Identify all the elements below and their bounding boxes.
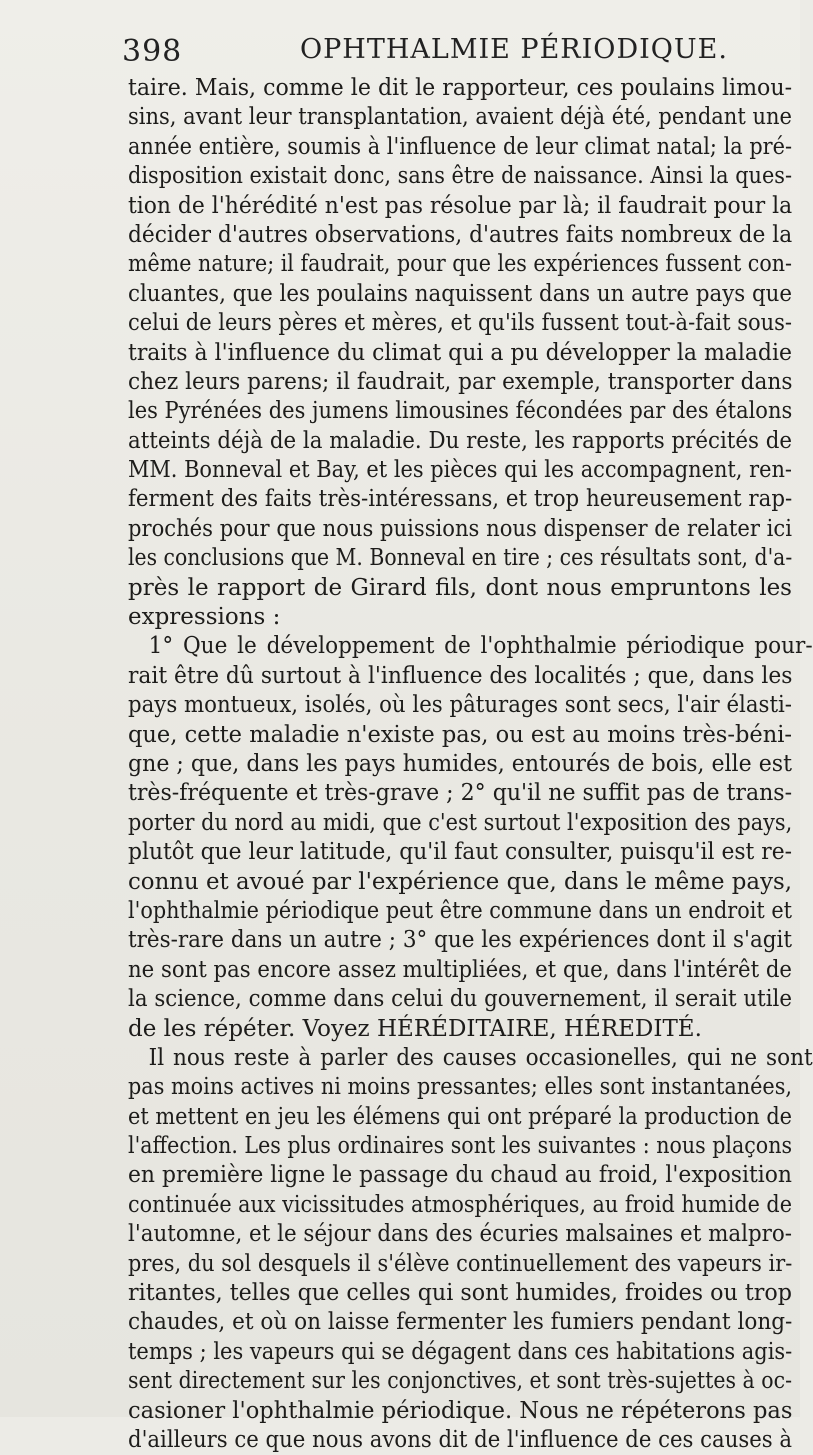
text-line: ritantes, telles que celles qui sont humides, froides ou trop xyxy=(128,1280,792,1307)
text-line: pres, du sol desquels il s'élève continuellement des vapeurs ir- xyxy=(128,1250,793,1277)
text-line: disposition existait donc, sans être de naissance. Ainsi la ques- xyxy=(128,163,793,190)
text-line: 1° Que le développement de l'ophthalmie périodique pour- xyxy=(148,633,813,660)
text-line: gne ; que, dans les pays humides, entourés de bois, elle est xyxy=(128,750,792,777)
text-line: prochés pour que nous puissions nous dispenser de relater ici xyxy=(128,515,792,542)
text-line: l'affection. Les plus ordinaires sont les suivantes : nous plaçons xyxy=(128,1133,793,1160)
text-line: et mettent en jeu les élémens qui ont préparé la production de xyxy=(128,1103,793,1130)
text-line: cluantes, que les poulains naquissent dans un autre pays que xyxy=(128,280,793,307)
text-line: sent directement sur les conjonctives, et sont très-sujettes à oc- xyxy=(128,1368,793,1395)
text-line: que, cette maladie n'existe pas, ou est au moins très-béni- xyxy=(128,721,793,748)
text-line: porter du nord au midi, que c'est surtout l'exposition des pays, xyxy=(128,809,793,836)
text-line: sins, avant leur transplantation, avaient déjà été, pendant une xyxy=(128,104,792,131)
text-line: traits à l'influence du climat qui a pu développer la maladie xyxy=(128,339,792,366)
text-line: continuée aux vicissitudes atmosphériques, au froid humide de xyxy=(128,1191,792,1218)
text-line: pays montueux, isolés, où les pâturages sont secs, l'air élasti- xyxy=(128,692,793,719)
text-line: d'ailleurs ce que nous avons dit de l'influence de ces causes à xyxy=(128,1426,793,1453)
text-line: MM. Bonneval et Bay, et les pièces qui les accompagnent, ren- xyxy=(128,457,792,484)
text-line: les conclusions que M. Bonneval en tire ; ces résultats sont, d'a- xyxy=(128,545,793,572)
text-line: de les répéter. Voyez HÉRÉDITAIRE, HÉREDITÉ. xyxy=(128,1015,702,1042)
text-line: très-fréquente et très-grave ; 2° qu'il ne suffit pas de trans- xyxy=(128,780,793,807)
text-line: les Pyrénées des jumens limousines fécondées par des étalons xyxy=(128,398,793,425)
text-line: Il nous reste à parler des causes occasionelles, qui ne sont xyxy=(148,1044,813,1071)
text-line: casioner l'ophthalmie périodique. Nous ne répéterons pas xyxy=(128,1397,793,1424)
page-header xyxy=(0,30,800,76)
text-line: près le rapport de Girard fils, dont nous empruntons les xyxy=(128,574,792,601)
text-line: l'ophthalmie périodique peut être commune dans un endroit et xyxy=(128,897,792,924)
text-line: chaudes, et où on laisse fermenter les fumiers pendant long- xyxy=(128,1309,793,1336)
text-line: expressions : xyxy=(128,604,281,631)
text-line: année entière, soumis à l'influence de leur climat natal; la pré- xyxy=(128,133,793,160)
text-line: décider d'autres observations, d'autres faits nombreux de la xyxy=(128,221,793,248)
text-line: en première ligne le passage du chaud au froid, l'exposition xyxy=(128,1162,792,1189)
body-text xyxy=(128,74,813,1455)
text-line: chez leurs parens; il faudrait, par exemple, transporter dans xyxy=(128,368,793,395)
text-line: taire. Mais, comme le dit le rapporteur, ces poulains limou- xyxy=(128,75,793,101)
page-number: 398 xyxy=(122,34,183,69)
running-title: OPHTHALMIE PÉRIODIQUE. xyxy=(300,34,728,65)
text-line: celui de leurs pères et mères, et qu'ils fussent tout-à-fait sous- xyxy=(128,310,793,337)
text-line: plutôt que leur latitude, qu'il faut consulter, puisqu'il est re- xyxy=(128,839,793,866)
text-line: ferment des faits très-intéressans, et trop heureusement rap- xyxy=(128,486,793,513)
text-line: temps ; les vapeurs qui se dégagent dans ces habitations agis- xyxy=(128,1338,793,1365)
text-line: la science, comme dans celui du gouvernement, il serait utile xyxy=(128,986,793,1013)
text-line: très-rare dans un autre ; 3° que les expériences dont il s'agit xyxy=(128,927,793,954)
text-line: ne sont pas encore assez multipliées, et que, dans l'intérêt de xyxy=(128,956,792,983)
text-line: tion de l'hérédité n'est pas résolue par là; il faudrait pour la xyxy=(128,192,793,219)
text-line: l'automne, et le séjour dans des écuries malsaines et malpro- xyxy=(128,1221,793,1248)
text-line: même nature; il faudrait, pour que les expériences fussent con- xyxy=(128,251,793,278)
text-line: atteints déjà de la maladie. Du reste, les rapports précités de xyxy=(128,427,793,454)
text-line: connu et avoué par l'expérience que, dans le même pays, xyxy=(128,868,792,895)
text-line: rait être dû surtout à l'influence des localités ; que, dans les xyxy=(128,662,793,689)
text-line: pas moins actives ni moins pressantes; elles sont instantanées, xyxy=(128,1074,792,1101)
